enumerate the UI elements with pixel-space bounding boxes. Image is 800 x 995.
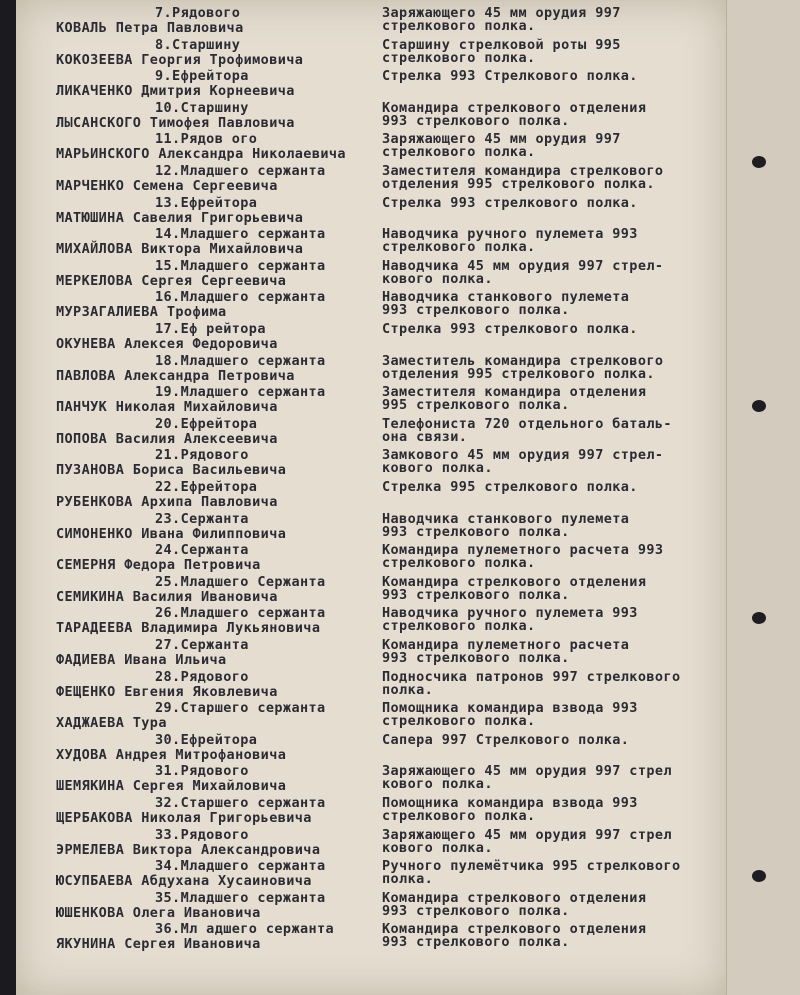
rank-line: 16.Младшего сержанта (155, 289, 326, 306)
rank-line: 7.Рядового (155, 5, 241, 21)
position-line-1: Командира стрелкового отделения (382, 573, 647, 590)
rank-line: 24.Сержанта (155, 542, 249, 559)
position-line-1: Командира стрелкового отделения (382, 889, 647, 906)
soldier-name: ХАДЖАЕВА Тура (56, 715, 167, 732)
rank-line: 12.Младшего сержанта (155, 163, 326, 179)
soldier-name: ЮШЕНКОВА Олега Ивановича (56, 904, 261, 921)
rank-line: 17.Еф рейтора (155, 321, 266, 337)
soldier-name: ПАВЛОВА Александра Петровича (56, 367, 295, 384)
position-line-1: Наводчика станкового пулемета (382, 289, 630, 306)
rank-line: 14.Младшего сержанта (155, 226, 326, 243)
rank-line: 29.Старшего сержанта (155, 700, 326, 717)
position-line-1: Сапера 997 Стрелкового полка. (382, 731, 630, 748)
position-line-2: кового полка. (382, 460, 493, 477)
position-line-2: стрелкового полка. (382, 808, 536, 824)
rank-line: 35.Младшего сержанта (155, 889, 326, 906)
rank-line: 36.Мл адшего сержанта (155, 921, 335, 938)
position-line-1: Стрелка 993 стрелкового полка. (382, 194, 638, 211)
position-line-2: 993 стрелкового полка. (382, 934, 570, 951)
position-line-1: Заместитель командира стрелкового (382, 352, 664, 369)
soldier-name: ЮСУПБАЕВА Абдухана Хусаиновича (56, 873, 312, 890)
soldier-name: МАРЧЕНКО Семена Сергеевича (56, 178, 278, 194)
position-line-1: Старшину стрелковой роты 995 (382, 36, 621, 53)
position-line-1: Наводчика станкового пулемета (382, 510, 630, 527)
position-line-1: Телефониста 720 отдельного баталь- (382, 415, 672, 432)
position-line-1: Командира пулеметного расчета 993 (382, 542, 664, 559)
soldier-name: КОВАЛЬ Петра Павловича (56, 20, 244, 36)
rank-line: 20.Ефрейтора (155, 415, 258, 432)
rank-line: 19.Младшего сержанта (155, 384, 326, 401)
position-line-1: Заряжающего 45 мм орудия 997 (382, 5, 621, 21)
rank-line: 33.Рядового (155, 826, 249, 843)
award-entry (0, 922, 800, 982)
soldier-name: ОКУНЕВА Алексея Федоровича (56, 336, 278, 352)
soldier-name: СИМОНЕНКО Ивана Филипповича (56, 525, 287, 542)
soldier-name: ТАРАДЕЕВА Владимира Лукьяновича (56, 620, 321, 637)
position-line-2: стрелкового полка. (382, 555, 536, 572)
rank-line: 22.Ефрейтора (155, 479, 258, 495)
rank-line: 26.Младшего сержанта (155, 605, 326, 622)
position-line-1: Заряжающего 45 мм орудия 997 (382, 131, 621, 148)
rank-line: 13.Ефрейтора (155, 194, 258, 211)
soldier-name: ХУДОВА Андрея Митрофановича (56, 746, 287, 763)
soldier-name: МИХАЙЛОВА Виктора Михайловича (56, 241, 304, 258)
position-line-2: 993 стрелкового полка. (382, 586, 570, 603)
position-line-1: Стрелка 993 Стрелкового полка. (382, 68, 638, 85)
position-line-1: Стрелка 993 стрелкового полка. (382, 321, 638, 337)
soldier-name: ФАДИЕВА Ивана Ильича (56, 652, 227, 668)
position-line-2: 993 стрелкового полка. (382, 902, 570, 919)
rank-line: 9.Ефрейтора (155, 68, 249, 85)
position-line-1: Наводчика ручного пулемета 993 (382, 226, 638, 243)
soldier-name: РУБЕНКОВА Архипа Павловича (56, 494, 278, 510)
rank-line: 23.Сержанта (155, 510, 249, 527)
position-line-2: 993 стрелкового полка. (382, 523, 570, 540)
position-line-2: 993 стрелкового полка. (382, 302, 570, 319)
rank-line: 15.Младшего сержанта (155, 257, 326, 274)
position-line-2: стрелкового полка. (382, 618, 536, 635)
position-line-2: кового полка. (382, 776, 493, 793)
position-line-2: кового полка. (382, 270, 493, 287)
rank-line: 27.Сержанта (155, 637, 249, 653)
rank-line: 34.Младшего сержанта (155, 858, 326, 875)
rank-line: 28.Рядового (155, 668, 249, 685)
soldier-name: ЭРМЕЛЕВА Виктора Александровича (56, 841, 321, 858)
soldier-name: ЛЫСАНСКОГО Тимофея Павловича (56, 114, 295, 131)
rank-line: 10.Старшину (155, 99, 249, 116)
rank-line: 32.Старшего сержанта (155, 795, 326, 811)
position-line-1: Заместителя командира стрелкового (382, 163, 664, 179)
position-line-2: полка. (382, 871, 434, 888)
position-line-2: стрелкового полка. (382, 239, 536, 256)
position-line-1: Стрелка 995 стрелкового полка. (382, 479, 638, 495)
position-line-1: Помощника командира взвода 993 (382, 795, 638, 811)
position-line-1: Ручного пулемётчика 995 стрелкового (382, 858, 681, 875)
position-line-2: 993 стрелкового полка. (382, 650, 570, 666)
position-line-1: Замкового 45 мм орудия 997 стрел- (382, 447, 664, 464)
position-line-1: Заряжающего 45 мм орудия 997 стрел (382, 763, 672, 780)
rank-line: 11.Рядов ого (155, 131, 258, 148)
position-line-2: отделения 995 стрелкового полка. (382, 176, 655, 192)
soldier-name: МАТЮШИНА Савелия Григорьевича (56, 209, 304, 226)
soldier-name: КОКОЗЕЕВА Георгия Трофимовича (56, 51, 304, 68)
rank-line: 18.Младшего сержанта (155, 352, 326, 369)
soldier-name: ФЕЩЕНКО Евгения Яковлевича (56, 683, 278, 700)
position-line-2: она связи. (382, 428, 468, 445)
soldier-name: ПАНЧУК Николая Михайловича (56, 399, 278, 416)
rank-line: 21.Рядового (155, 447, 249, 464)
rank-line: 31.Рядового (155, 763, 249, 780)
position-line-2: стрелкового полка. (382, 713, 536, 730)
rank-line: 8.Старшину (155, 36, 241, 53)
position-line-1: Командира стрелкового отделения (382, 99, 647, 116)
soldier-name: ПОПОВА Василия Алексеевича (56, 430, 278, 447)
position-line-2: стрелкового полка. (382, 18, 536, 34)
position-line-1: Наводчика ручного пулемета 993 (382, 605, 638, 622)
position-line-2: стрелкового полка. (382, 144, 536, 161)
rank-line: 25.Младшего Сержанта (155, 573, 326, 590)
soldier-name: ПУЗАНОВА Бориса Васильевича (56, 462, 287, 479)
position-line-1: Командира пулеметного расчета (382, 637, 630, 653)
position-line-2: стрелкового полка. (382, 49, 536, 66)
rank-line: 30.Ефрейтора (155, 731, 258, 748)
position-line-2: 993 стрелкового полка. (382, 112, 570, 129)
position-line-1: Помощника командира взвода 993 (382, 700, 638, 717)
soldier-name: ШЕМЯКИНА Сергея Михайловича (56, 778, 287, 795)
position-line-2: полка. (382, 681, 434, 698)
position-line-1: Командира стрелкового отделения (382, 921, 647, 938)
soldier-name: СЕМЕРНЯ Федора Петровича (56, 557, 261, 574)
soldier-name: СЕМИКИНА Василия Ивановича (56, 588, 278, 605)
position-line-2: отделения 995 стрелкового полка. (382, 365, 655, 382)
position-line-2: кового полка. (382, 839, 493, 856)
position-line-2: 995 стрелкового полка. (382, 397, 570, 414)
soldier-name: МЕРКЕЛОВА Сергея Сергеевича (56, 272, 287, 289)
soldier-name: ЩЕРБАКОВА Николая Григорьевича (56, 810, 312, 826)
position-line-1: Заместителя командира отделения (382, 384, 647, 401)
soldier-name: ЯКУНИНА Сергея Ивановича (56, 936, 261, 953)
position-line-1: Заряжающего 45 мм орудия 997 стрел (382, 826, 672, 843)
soldier-name: МАРЬИНСКОГО Александра Николаевича (56, 146, 346, 163)
soldier-name: МУРЗАГАЛИЕВА Трофима (56, 304, 227, 321)
position-line-1: Подносчика патронов 997 стрелкового (382, 668, 681, 685)
soldier-name: ЛИКАЧЕНКО Дмитрия Корнеевича (56, 83, 295, 100)
position-line-1: Наводчика 45 мм орудия 997 стрел- (382, 257, 664, 274)
